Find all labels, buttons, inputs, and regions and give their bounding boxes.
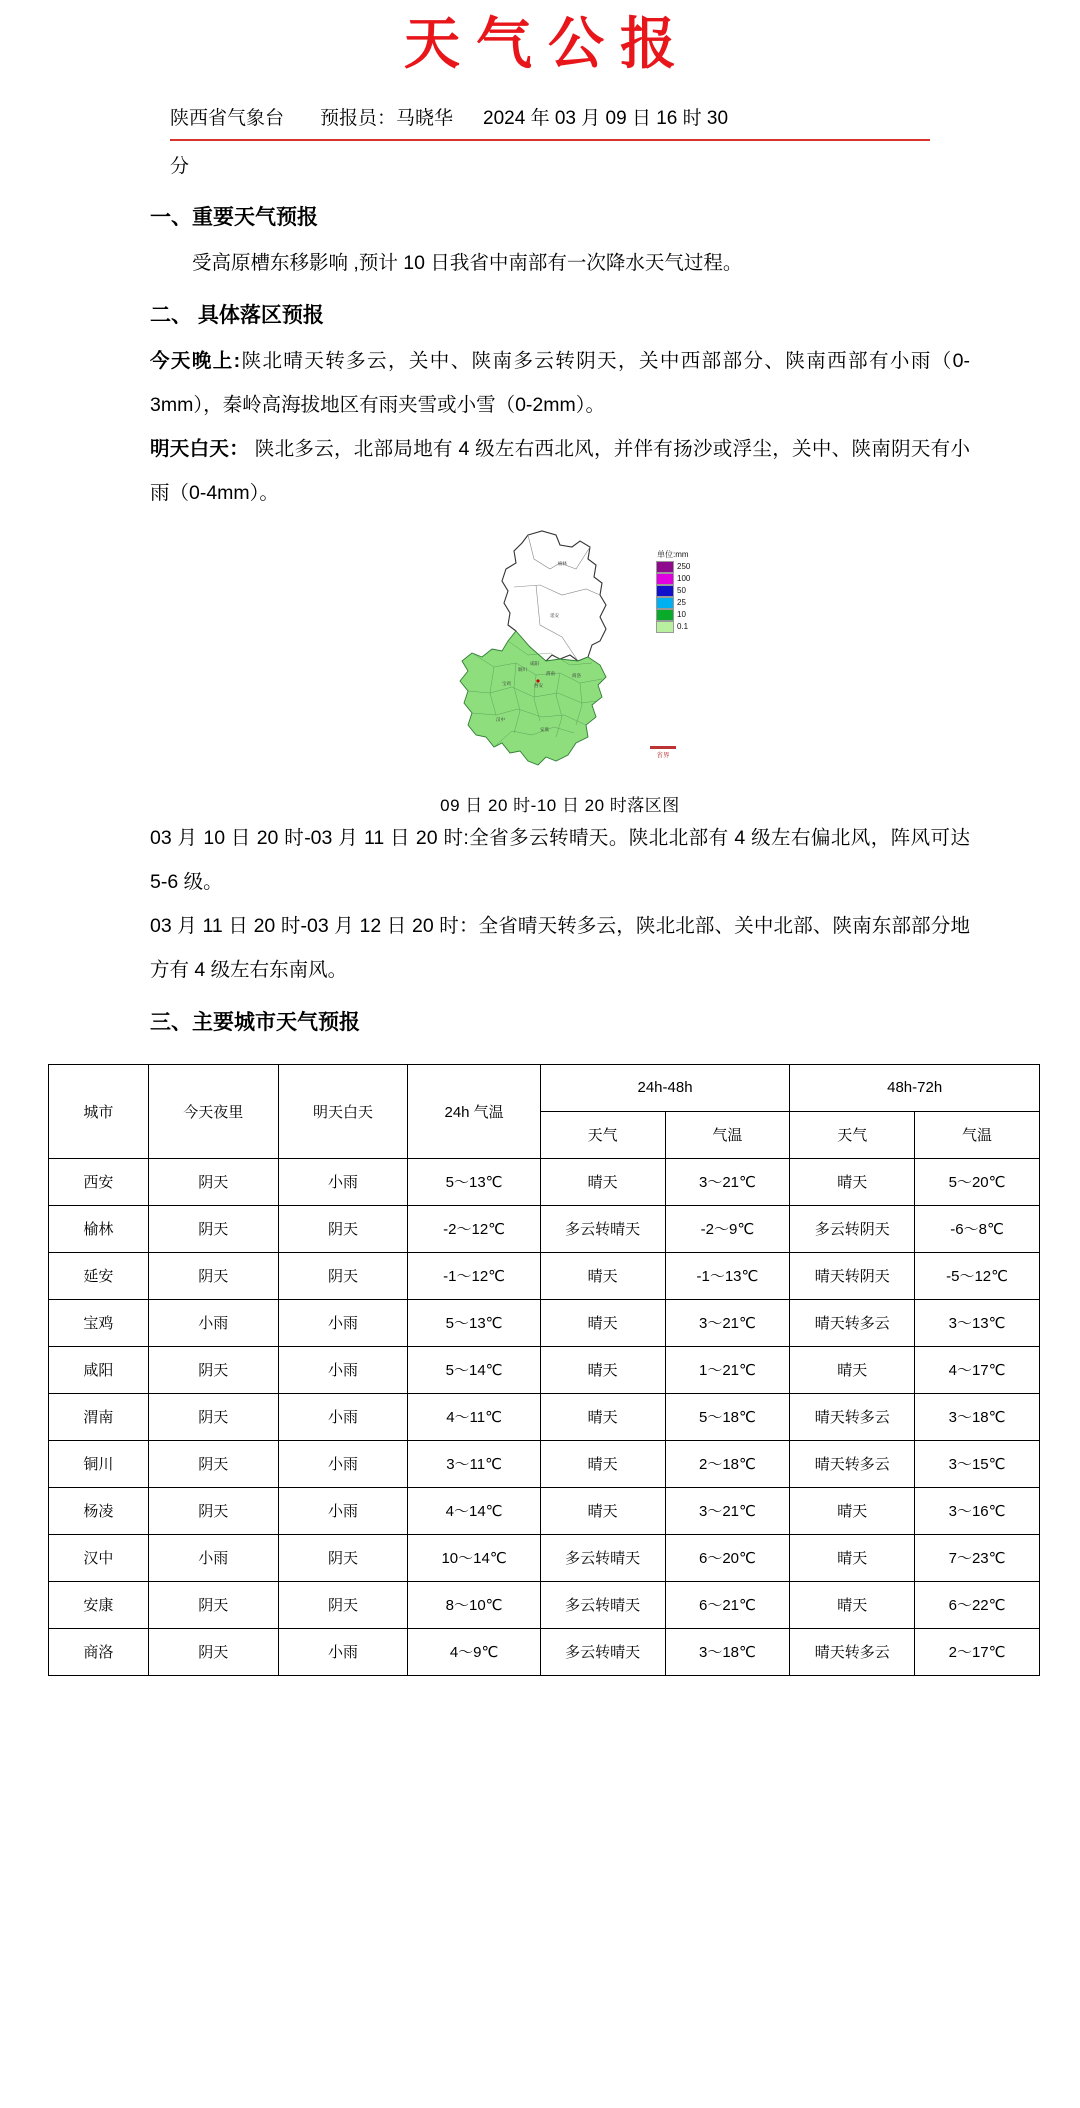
th-weather-48: 天气 [540,1111,665,1158]
cell-tonight: 阴天 [148,1158,278,1205]
svg-text:延安: 延安 [550,613,559,619]
table-head [49,1064,1040,1158]
cell-tonight: 阴天 [148,1487,278,1534]
table-row [49,1393,1040,1440]
cell-tonight: 小雨 [148,1299,278,1346]
precip-map-figure [150,525,970,816]
map-legend [656,549,718,633]
legend-label: 250 [677,561,691,571]
cell-tomorrow: 阴天 [278,1205,408,1252]
cell-city: 延安 [49,1252,149,1299]
cell-weather48: 多云转晴天 [540,1205,665,1252]
cell-tonight: 阴天 [148,1581,278,1628]
cell-tonight: 小雨 [148,1534,278,1581]
forecaster: 预报员：马晓华 [320,107,454,129]
cell-temp72: 5～20℃ [915,1158,1040,1205]
figure-caption: 09 日 20 时-10 日 20 时落区图 [440,795,680,815]
issuing-line [170,102,930,141]
th-group-48-72: 48h-72h [790,1064,1040,1111]
table-row [49,1534,1040,1581]
cell-weather72: 晴天转多云 [790,1393,915,1440]
th-temp24: 24h 气温 [408,1064,540,1158]
cell-tonight: 阴天 [148,1252,278,1299]
svg-text:咸阳: 咸阳 [530,661,539,667]
legend-bar [656,561,718,633]
cell-tomorrow: 阴天 [278,1534,408,1581]
cell-tomorrow: 小雨 [278,1487,408,1534]
cell-tomorrow: 小雨 [278,1628,408,1675]
legend-swatch [656,609,674,621]
legend-label: 100 [677,573,691,583]
cell-weather72: 晴天 [790,1346,915,1393]
cell-city: 汉中 [49,1534,149,1581]
table-header-row-1 [49,1064,1040,1111]
cell-temp72: 3～15℃ [915,1440,1040,1487]
svg-text:铜川: 铜川 [518,667,527,673]
city-forecast-table [48,1064,1040,1676]
cell-weather72: 晴天转多云 [790,1440,915,1487]
cell-weather48: 晴天 [540,1158,665,1205]
cell-temp48: 3～18℃ [665,1628,790,1675]
table-row [49,1440,1040,1487]
cell-temp24: 3～11℃ [408,1440,540,1487]
legend-swatch [656,585,674,597]
tonight-label: 今天晚上: [150,349,241,372]
cell-weather72: 晴天转多云 [790,1628,915,1675]
cell-temp48: 6～20℃ [665,1534,790,1581]
th-tonight: 今天夜里 [148,1064,278,1158]
cell-temp24: 10～14℃ [408,1534,540,1581]
issue-datetime-tail: 分 [170,155,190,177]
table-row [49,1487,1040,1534]
cell-temp48: -2～9℃ [665,1205,790,1252]
cell-temp48: 6～21℃ [665,1581,790,1628]
cell-tonight: 阴天 [148,1393,278,1440]
cell-temp24: 5～13℃ [408,1158,540,1205]
cell-tonight: 阴天 [148,1205,278,1252]
cell-tomorrow: 阴天 [278,1252,408,1299]
table-row [49,1205,1040,1252]
page-title: 天气公报 [404,12,692,77]
svg-text:榆林: 榆林 [558,561,567,567]
cell-temp48: 3～21℃ [665,1487,790,1534]
tonight-forecast [150,339,970,427]
cell-weather72: 晴天 [790,1581,915,1628]
cell-temp48: 2～18℃ [665,1440,790,1487]
legend-swatch [656,597,674,609]
cell-weather48: 多云转晴天 [540,1581,665,1628]
cell-weather48: 晴天 [540,1252,665,1299]
cell-temp48: 1～21℃ [665,1346,790,1393]
cell-tonight: 阴天 [148,1628,278,1675]
cell-weather48: 晴天 [540,1346,665,1393]
cell-city: 商洛 [49,1628,149,1675]
cell-temp48: 3～21℃ [665,1299,790,1346]
svg-text:宝鸡: 宝鸡 [502,681,511,687]
tomorrow-forecast [150,427,970,515]
outlook-day2: 03 月 10 日 20 时-03 月 11 日 20 时:全省多云转晴天。陕北北部有 4 级左右偏北风，阵风可达 5-6 级。 [150,826,970,893]
cell-tomorrow: 小雨 [278,1299,408,1346]
cell-temp72: 3～13℃ [915,1299,1040,1346]
cell-tonight: 阴天 [148,1346,278,1393]
th-temp-48: 气温 [665,1111,790,1158]
table-row [49,1252,1040,1299]
cell-city: 渭南 [49,1393,149,1440]
th-temp-72: 气温 [915,1111,1040,1158]
cell-temp24: 8～10℃ [408,1581,540,1628]
issue-datetime: 2024 年 03 月 09 日 16 时 30 [483,107,729,129]
legend-swatch [656,561,674,573]
cell-weather72: 多云转阴天 [790,1205,915,1252]
cell-tomorrow: 小雨 [278,1346,408,1393]
table-row [49,1346,1040,1393]
th-group-24-48: 24h-48h [540,1064,790,1111]
cell-weather48: 多云转晴天 [540,1534,665,1581]
cell-city: 杨凌 [49,1487,149,1534]
cell-temp72: -5～12℃ [915,1252,1040,1299]
cell-city: 西安 [49,1158,149,1205]
header-block [0,102,1080,187]
cell-weather48: 多云转晴天 [540,1628,665,1675]
cell-tomorrow: 小雨 [278,1158,408,1205]
cell-weather48: 晴天 [540,1440,665,1487]
section-2-heading: 二、 具体落区预报 [150,303,324,327]
cell-city: 铜川 [49,1440,149,1487]
section-1-heading: 一、重要天气预报 [150,205,318,229]
cell-weather72: 晴天 [790,1487,915,1534]
cell-tomorrow: 小雨 [278,1393,408,1440]
cell-temp24: 5～13℃ [408,1299,540,1346]
city-forecast-table-wrap [0,1046,1080,1706]
cell-temp24: 4～9℃ [408,1628,540,1675]
cell-temp24: -1～12℃ [408,1252,540,1299]
cell-weather48: 晴天 [540,1299,665,1346]
legend-swatches [656,561,674,633]
cell-city: 宝鸡 [49,1299,149,1346]
th-city: 城市 [49,1064,149,1158]
legend-label: 25 [677,597,686,607]
cell-city: 榆林 [49,1205,149,1252]
cell-temp48: -1～13℃ [665,1252,790,1299]
cell-temp24: 4～11℃ [408,1393,540,1440]
map-scalebar [650,746,676,759]
table-body [49,1158,1040,1675]
title-block [0,0,1080,76]
body-content [0,201,1080,1040]
cell-weather48: 晴天 [540,1487,665,1534]
legend-label: 50 [677,585,686,595]
svg-text:汉中: 汉中 [496,717,505,723]
cell-temp72: -6～8℃ [915,1205,1040,1252]
cell-temp72: 7～23℃ [915,1534,1040,1581]
section-3-heading: 三、主要城市天气预报 [150,1010,360,1034]
legend-title: 单位:mm [657,549,689,559]
cell-weather48: 晴天 [540,1393,665,1440]
outlook-day3: 03 月 11 日 20 时-03 月 12 日 20 时：全省晴天转多云，陕北北部、关中北部、陕南东部部分地方有 4 级左右东南风。 [150,914,970,981]
cell-tonight: 阴天 [148,1440,278,1487]
cell-temp72: 3～18℃ [915,1393,1040,1440]
scalebar-label: 省界 [656,751,670,759]
svg-text:安康: 安康 [540,727,549,733]
tomorrow-label: 明天白天： [150,437,250,460]
cell-temp72: 2～17℃ [915,1628,1040,1675]
issuing-office: 陕西省气象台 [170,107,285,129]
svg-text:商洛: 商洛 [572,673,581,679]
cell-temp48: 3～21℃ [665,1158,790,1205]
legend-swatch [656,573,674,585]
svg-text:渭南: 渭南 [546,671,555,677]
tomorrow-body: 陕北多云，北部局地有 4 级左右西北风，并伴有扬沙或浮尘，关中、陕南阴天有小雨（0-4mm）。 [150,437,970,504]
legend-labels [674,561,690,633]
map-stage [410,525,710,785]
scalebar-line [650,746,676,749]
table-row [49,1628,1040,1675]
svg-text:西安: 西安 [534,683,543,689]
cell-temp72: 3～16℃ [915,1487,1040,1534]
tonight-body: 陕北晴天转多云，关中、陕南多云转阴天，关中西部部分、陕南西部有小雨（0-3mm），秦岭高海拔地区有雨夹雪或小雪（0-2mm）。 [150,349,970,416]
cell-city: 咸阳 [49,1346,149,1393]
cell-weather72: 晴天 [790,1534,915,1581]
cell-weather72: 晴天 [790,1158,915,1205]
cell-temp48: 5～18℃ [665,1393,790,1440]
table-row [49,1581,1040,1628]
section-1-body: 受高原槽东移影响 ,预计 10 日我省中南部有一次降水天气过程。 [192,251,743,274]
cell-tomorrow: 小雨 [278,1440,408,1487]
th-weather-72: 天气 [790,1111,915,1158]
legend-swatch [656,621,674,633]
cell-weather72: 晴天转多云 [790,1299,915,1346]
cell-temp72: 4～17℃ [915,1346,1040,1393]
legend-label: 0.1 [677,621,689,631]
cell-temp72: 6～22℃ [915,1581,1040,1628]
table-row [49,1299,1040,1346]
th-tomorrow: 明天白天 [278,1064,408,1158]
cell-tomorrow: 阴天 [278,1581,408,1628]
cell-temp24: 5～14℃ [408,1346,540,1393]
table-row [49,1158,1040,1205]
legend-label: 10 [677,609,686,619]
cell-temp24: 4～14℃ [408,1487,540,1534]
cell-city: 安康 [49,1581,149,1628]
cell-weather72: 晴天转阴天 [790,1252,915,1299]
cell-temp24: -2～12℃ [408,1205,540,1252]
